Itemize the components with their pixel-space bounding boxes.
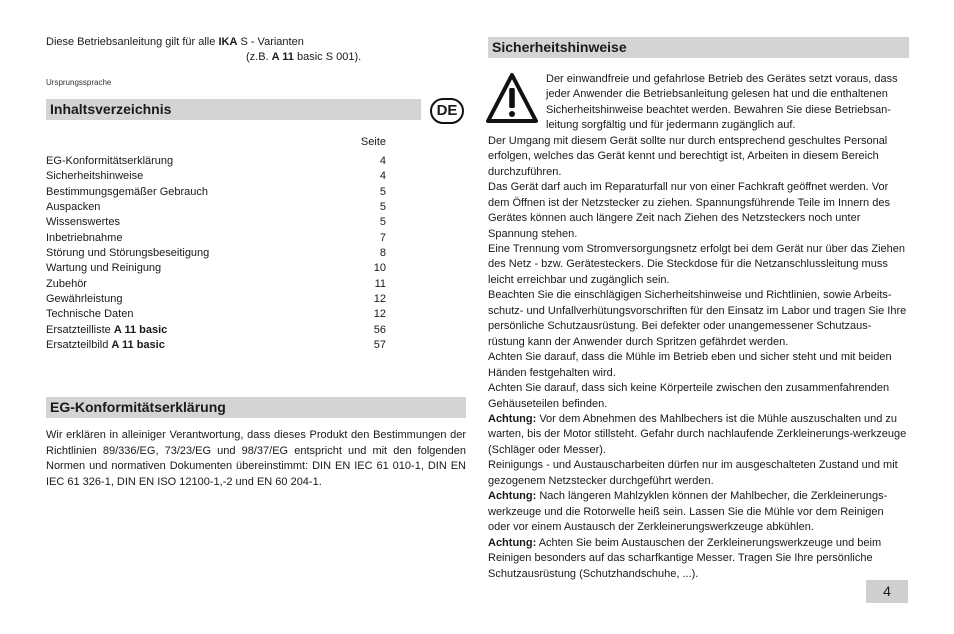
toc-item-label: Auspacken xyxy=(46,201,101,214)
toc-item-label: Störung und Störungsbeseitigung xyxy=(46,247,210,260)
toc-item-label: Gewährleistung xyxy=(46,293,123,306)
toc-item-page: 5 xyxy=(379,185,386,198)
safety-paragraph: Reinigungs - und Austauscharbeiten dürfen nur im ausgeschalteten Zustand und mit gezogenem Netzstecker durchgeführt werden. xyxy=(488,459,898,487)
toc-item-label: Wartung und Reinigung xyxy=(46,262,162,275)
toc-item-label: Zubehör xyxy=(46,277,87,290)
toc-item xyxy=(46,154,386,169)
toc-item xyxy=(46,215,386,230)
toc-item xyxy=(46,261,386,276)
safety-paragraph: Achten Sie darauf, dass die Mühle im Betrieb eben und sicher steht und mit beiden Händen festgehalten wird. xyxy=(488,351,892,379)
safety-intro-line: Der einwandfreie und gefahrlose Betrieb des Gerätes setzt voraus, dass xyxy=(546,73,898,85)
toc-item-page: 12 xyxy=(373,308,386,321)
safety-text xyxy=(488,72,908,582)
safety-paragraph: Achtung: Nach längeren Mahlzyklen können der Mahlbecher, die Zerkleinerungs-werkzeuge und die Rotorwelle heiß sein. Lassen Sie die Mühle vor dem Reinigen oder vor einem Austausch der Zerkleinerungswerkzeuge abkühlen. xyxy=(488,490,888,534)
toc-item-page: 57 xyxy=(373,339,386,352)
original-language-note: Ursprungssprache xyxy=(46,78,112,87)
safety-paragraph: Achtung: Vor dem Abnehmen des Mahlbechers ist die Mühle auszuschalten und zu warten, bis der Motor stillsteht. Gefahr durch nachlaufende Zerkleinerungs-werkzeuge (Schläger oder Messer). xyxy=(488,412,907,456)
toc-item-label: Ersatzteilbild A 11 basic xyxy=(46,339,165,352)
toc-item-page: 10 xyxy=(373,262,386,275)
safety-heading: Sicherheitshinweise xyxy=(488,37,909,58)
toc-item-page: 8 xyxy=(379,247,386,260)
safety-paragraph: Achtung: Achten Sie beim Austauschen der Zerkleinerungswerkzeuge und beim Reinigen besonders auf das scharfkantige Messer. Tragen Sie Ihre persönliche Schutzausrüstung (Schutzhandschuhe, ...). xyxy=(488,536,882,580)
toc-item-page: 4 xyxy=(379,155,386,167)
toc-item-label: EG-Konformitätserklärung xyxy=(46,155,174,167)
safety-intro-line: jeder Anwender die Betriebsanleitung gelesen hat und die enthaltenen xyxy=(546,88,888,101)
toc-item-page: 11 xyxy=(374,277,386,290)
toc-item xyxy=(46,277,386,292)
toc-item-label: Inbetriebnahme xyxy=(46,231,123,244)
toc-item xyxy=(46,169,386,184)
toc-item-page: 5 xyxy=(379,201,386,214)
toc-item-page: 56 xyxy=(373,323,386,336)
toc-item xyxy=(46,231,386,246)
toc-heading: Inhaltsverzeichnis xyxy=(46,99,421,120)
toc-item xyxy=(46,323,386,338)
safety-paragraph: Achten Sie darauf, dass sich keine Körperteile zwischen den zusammenfahrenden Gehäuseteilen befinden. xyxy=(488,382,890,410)
toc-item xyxy=(46,200,386,215)
language-badge: DE xyxy=(430,98,464,124)
safety-intro-line: Sicherheitshinweise beachtet werden. Bewahren Sie diese Betriebsan- xyxy=(546,103,891,116)
toc-item-label: Bestimmungsgemäßer Gebrauch xyxy=(46,185,209,198)
safety-paragraph: Beachten Sie die einschlägigen Sicherheitshinweise und Richtlinien, sowie Arbeits-schutz- und Unfallverhütungsvorschriften für den Einsatz im Labor und tragen Sie Ihre persönliche Schutzausrüstung. Bei defekter oder unangemessener Schutzaus-rüstung kann der Anwender durch Spritzen gefährdet werden. xyxy=(488,289,907,348)
toc-item xyxy=(46,307,386,322)
toc-item-label: Sicherheitshinweise xyxy=(46,170,144,183)
toc-item-page: 12 xyxy=(373,293,386,306)
safety-paragraph: Das Gerät darf auch im Reparaturfall nur von einer Fachkraft geöffnet werden. Vor dem Öffnen ist der Netzstecker zu ziehen. Spannungsführende Teile im Innern des Gerätes können auch längere Zeit nach Ziehen des Netzsteckers noch unter Spannung stehen. xyxy=(488,181,890,240)
toc-item-label: Technische Daten xyxy=(46,308,134,321)
safety-intro-line: leitung sorgfältig und für jedermann zugänglich auf. xyxy=(546,119,796,132)
toc-item-page: 7 xyxy=(379,231,386,244)
eg-heading: EG-Konformitätserklärung xyxy=(46,397,466,418)
page-number: 4 xyxy=(866,580,908,603)
toc-item xyxy=(46,292,386,307)
intro-text: Diese Betriebsanleitung gilt für alle IKA S - Varianten (z.B. A 11 basic S 001). xyxy=(46,36,362,63)
toc-item-page: 5 xyxy=(379,216,386,229)
toc-item xyxy=(46,338,386,353)
toc-item-page: 4 xyxy=(379,170,386,183)
toc-item-label: Ersatzteilliste A 11 basic xyxy=(46,323,168,336)
toc-item-label: Wissenswertes xyxy=(46,216,120,229)
safety-paragraph: Eine Trennung vom Stromversorgungsnetz erfolgt bei dem Gerät nur über das Ziehen des Netz - bzw. Gerätesteckers. Die Steckdose für die Netzanschlussleitung muss leicht erreichbar und zugänglich sein. xyxy=(488,242,906,286)
table-of-contents xyxy=(46,135,386,353)
toc-item xyxy=(46,246,386,261)
eg-declaration-text: Wir erklären in alleiniger Verantwortung, dass dieses Produkt den Bestimmungen der Richtlinien 89/336/EG, 73/23/EG und 98/37/EG entspricht und mit den folgenden Normen und normativen Dokumenten übereinstimmt: DIN EN IEC 61 010-1, DIN EN IEC 61 326-1, DIN EN ISO 12100-1,-2 und EN 60 204-1. xyxy=(46,429,466,488)
safety-paragraph: Der Umgang mit diesem Gerät sollte nur durch entsprechend geschultes Personal erfolgen, welches das Gerät kennt und berechtigt ist, Arbeiten in diesem Bereich durchzuführen. xyxy=(488,134,888,178)
toc-item xyxy=(46,185,386,200)
toc-page-header: Seite xyxy=(360,136,386,148)
